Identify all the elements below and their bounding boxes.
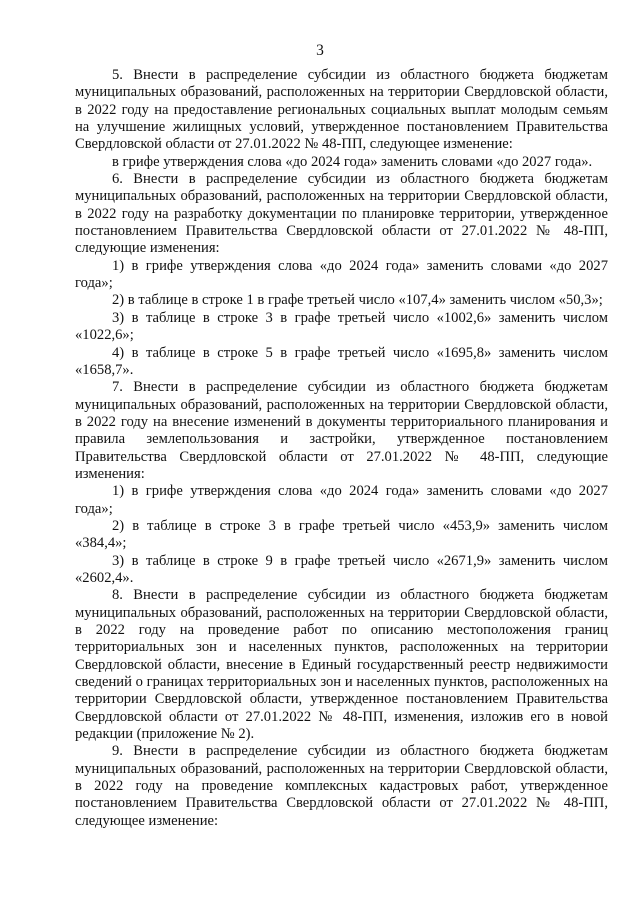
document-body [75, 67, 608, 830]
paragraph-item-6-change-3: 3) в таблице в строке 3 в графе третьей число «1002,6» заменить числом «1022,6»; [75, 309, 608, 344]
paragraph-item-6-change-4: 4) в таблице в строке 5 в графе третьей число «1695,8» заменить числом «1658,7». [75, 344, 608, 378]
paragraph-item-5-change: в грифе утверждения слова «до 2024 года» заменить словами «до 2027 года». [112, 153, 593, 170]
paragraph-item-7-change-1: 1) в грифе утверждения слова «до 2024 года» заменить словами «до 2027 года»; [75, 483, 608, 517]
paragraph-item-7: 7. Внести в распределение субсидии из областного бюджета бюджетам муниципальных образований, расположенных на территории Свердловской области, в 2022 году на внесение изменений в документы территориального планирования и правила землепользования и застройки, утвержденное постановлением Правительства Свердловской области от 27.01.2022 № 48-ПП, следующие изменения: [75, 379, 608, 482]
paragraph-item-5: 5. Внести в распределение субсидии из областного бюджета бюджетам муниципальных образований, расположенных на территории Свердловской области, в 2022 году на предоставление региональных социальных выплат молодым семьям на улучшение жилищных условий, утвержденное постановлением Правительства Свердловской области от 27.01.2022 № 48-ПП, следующее изменение: [75, 67, 608, 153]
page-number: 3 [316, 42, 324, 59]
paragraph-item-6-change-2: 2) в таблице в строке 1 в графе третьей число «107,4» заменить числом «50,3»; [112, 292, 603, 309]
paragraph-item-6-change-1: 1) в грифе утверждения слова «до 2024 года» заменить словами «до 2027 года»; [75, 257, 608, 292]
paragraph-item-8: 8. Внести в распределение субсидии из областного бюджета бюджетам муниципальных образований, расположенных на территории Свердловской области, в 2022 году на проведение работ по описанию местоположения границ территориальных зон и населенных пунктов, расположенных на территории Свердловской области, внесение в Единый государственный реестр недвижимости сведений о границах территориальных зон и населенных пунктов, расположенных на территории Свердловской области, утвержденное постановлением Правительства Свердловской области от 27.01.2022 № 48-ПП, изменения, изложив его в новой редакции (приложение № 2). [75, 587, 608, 743]
paragraph-item-7-change-3: 3) в таблице в строке 9 в графе третьей число «2671,9» заменить числом «2602,4». [75, 552, 608, 586]
paragraph-item-6: 6. Внести в распределение субсидии из областного бюджета бюджетам муниципальных образований, расположенных на территории Свердловской области, в 2022 году на разработку документации по планировке территории, утвержденное постановлением Правительства Свердловской области от 27.01.2022 № 48-ПП, следующие изменения: [75, 171, 608, 257]
paragraph-item-9: 9. Внести в распределение субсидии из областного бюджета бюджетам муниципальных образований, расположенных на территории Свердловской области, в 2022 году на проведение комплексных кадастровых работ, утвержденное постановлением Правительства Свердловской области от 27.01.2022 № 48-ПП, следующее изменение: [75, 743, 608, 829]
paragraph-item-7-change-2: 2) в таблице в строке 3 в графе третьей число «453,9» заменить числом «384,4»; [75, 517, 608, 552]
